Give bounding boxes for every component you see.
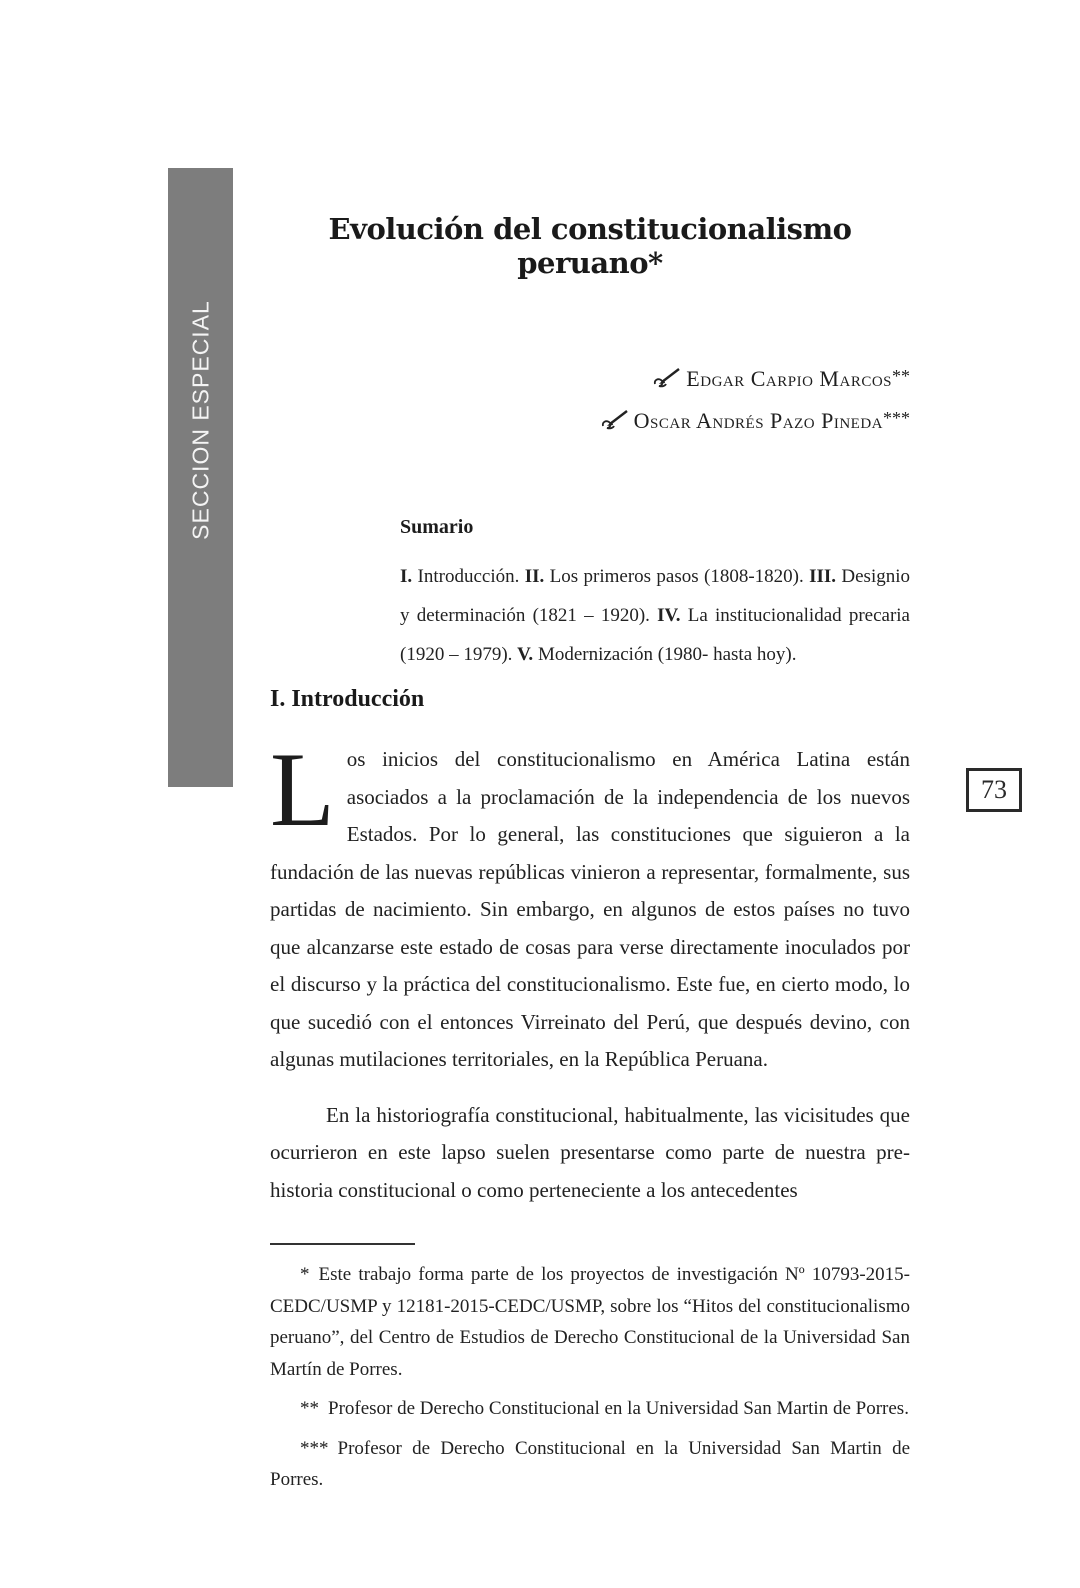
author-footnote-marker: ** xyxy=(892,366,910,386)
footnote-marker: ** xyxy=(300,1398,319,1419)
footnote-marker: * xyxy=(300,1264,310,1285)
footnote xyxy=(270,1433,910,1496)
page-number-badge xyxy=(966,768,1022,812)
author-name: Edgar Carpio Marcos xyxy=(686,366,892,391)
article-title: Evolución del constitucionalismo peruano* xyxy=(328,212,852,280)
footnote xyxy=(270,1259,910,1385)
page-number: 73 xyxy=(981,775,1007,804)
sumario-heading: Sumario xyxy=(400,516,474,538)
quill-icon xyxy=(652,367,682,389)
footnote-divider xyxy=(270,1243,415,1245)
intro-paragraph-1 xyxy=(270,731,910,1079)
footnote xyxy=(270,1393,910,1425)
paragraph-text: os inicios del constitucionalismo en América Latina están asociados a la proclamación de la independencia de los nuevos Estados. Por lo general, las constituciones que siguieron a la fundación de las nuevas repúblicas vinieron a representar, formalmente, sus partidas de nacimiento. Sin embargo, en algunos de estos países no tuvo que alcanzarse este estado de cosas para verse directamente inoculados por el discurso y la práctica del constitucionalismo. Este fue, en cierto modo, lo que sucedió con el entonces Virreinato del Perú, que después devino, con algunas mutilaciones territoriales, en la República Peruana. xyxy=(270,747,910,1071)
author-name: Oscar Andrés Pazo Pineda xyxy=(633,408,883,433)
author-footnote-marker: *** xyxy=(883,408,910,428)
footnote-text: Profesor de Derecho Constitucional en la Universidad San Martin de Porres. xyxy=(328,1398,909,1419)
author-line xyxy=(270,408,910,436)
section-sidebar xyxy=(168,168,233,787)
sumario-text: I. Introducción. II. Los primeros pasos (1808-1820). III. Designio y determinación (1821 – 1920). IV. La institucionalidad precaria (1920 – 1979). V. Modernización (1980- hasta hoy). xyxy=(400,566,911,665)
article-content xyxy=(270,0,910,1504)
section-label: SECCION ESPECIAL xyxy=(187,300,213,540)
sumario-block xyxy=(400,516,910,674)
authors-block xyxy=(270,366,910,436)
author-line xyxy=(270,366,910,394)
intro-paragraph-2: En la historiografía constitucional, habitualmente, las vicisitudes que ocurrieron en este lapso suelen presentarse como parte de nuestra pre-historia constitucional o como perteneciente a los antecedentes xyxy=(270,1102,910,1202)
quill-icon xyxy=(600,409,630,431)
footnote-text: Este trabajo forma parte de los proyectos de investigación Nº 10793-2015-CEDC/USMP y 12181-2015-CEDC/USMP, sobre los “Hitos del constitucionalismo peruano”, del Centro de Estudios de Derecho Constitucional de la Universidad San Martín de Porres. xyxy=(270,1264,910,1380)
dropcap: L xyxy=(270,731,335,848)
footnote-text: Profesor de Derecho Constitucional en la Universidad San Martin de Porres. xyxy=(270,1437,910,1490)
footnote-marker: *** xyxy=(300,1437,329,1459)
intro-heading: I. Introducción xyxy=(270,686,425,712)
